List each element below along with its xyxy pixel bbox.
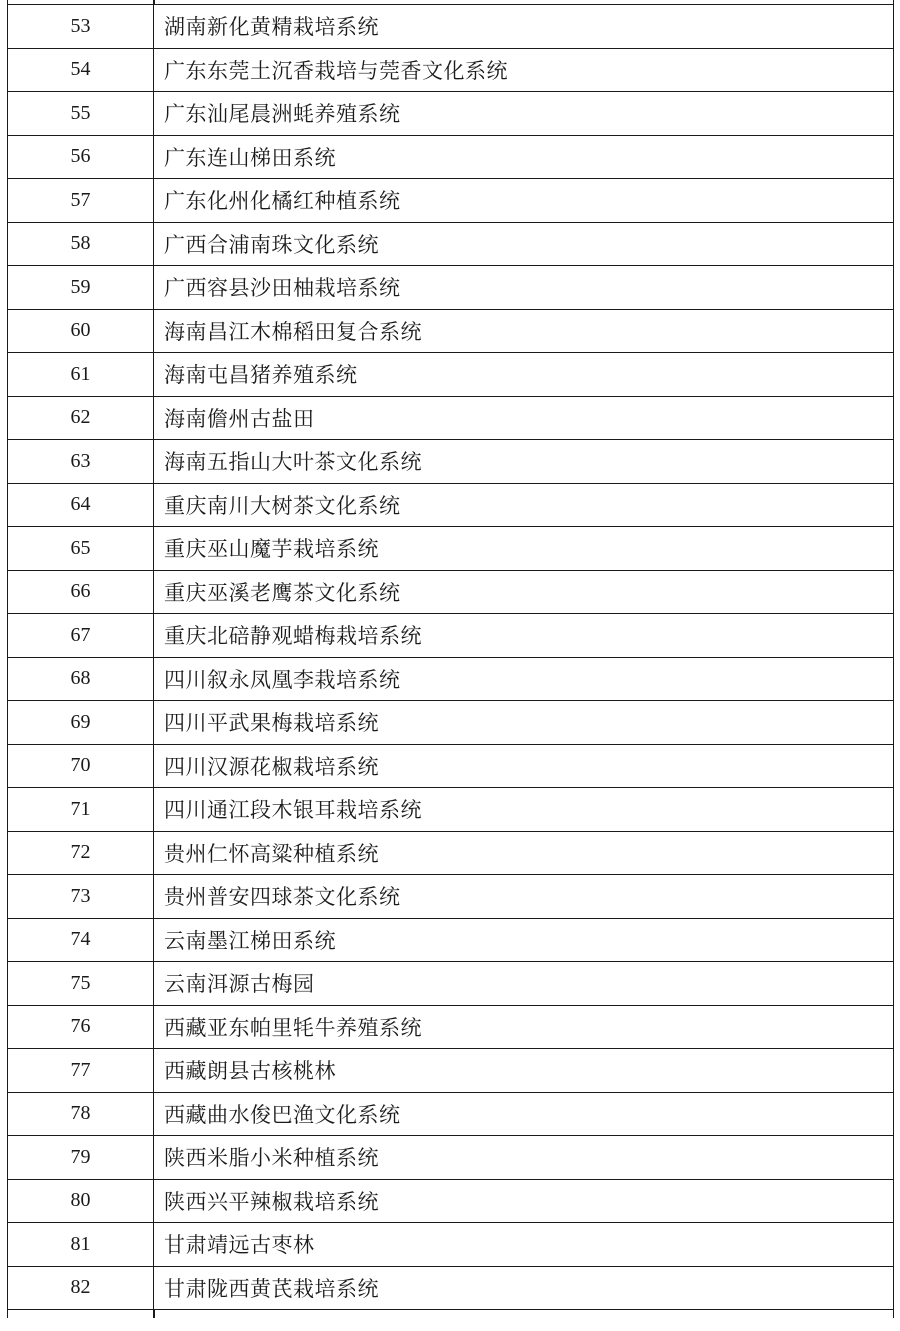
row-number: 62 [8, 396, 154, 440]
table-row [8, 222, 894, 266]
table-row [8, 918, 894, 962]
row-number: 65 [8, 527, 154, 571]
row-number: 53 [8, 5, 154, 49]
table-row [8, 440, 894, 484]
table-row [8, 1092, 894, 1136]
row-number: 59 [8, 266, 154, 310]
heritage-systems-table [7, 4, 894, 1310]
row-number: 67 [8, 614, 154, 658]
system-name: 云南洱源古梅园 [154, 962, 894, 1006]
table-row [8, 527, 894, 571]
table-row [8, 1049, 894, 1093]
table-row [8, 353, 894, 397]
row-number: 82 [8, 1266, 154, 1310]
system-name: 四川叙永凤凰李栽培系统 [154, 657, 894, 701]
system-name: 海南儋州古盐田 [154, 396, 894, 440]
system-name: 广东化州化橘红种植系统 [154, 179, 894, 223]
column-divider [153, 1310, 155, 1318]
system-name: 西藏亚东帕里牦牛养殖系统 [154, 1005, 894, 1049]
row-number: 70 [8, 744, 154, 788]
system-name: 海南五指山大叶茶文化系统 [154, 440, 894, 484]
row-number: 79 [8, 1136, 154, 1180]
system-name: 重庆巫溪老鹰茶文化系统 [154, 570, 894, 614]
system-name: 贵州仁怀高粱种植系统 [154, 831, 894, 875]
table-row [8, 962, 894, 1006]
row-number: 75 [8, 962, 154, 1006]
system-name: 甘肃陇西黄芪栽培系统 [154, 1266, 894, 1310]
table-row [8, 1005, 894, 1049]
row-number: 69 [8, 701, 154, 745]
row-number: 72 [8, 831, 154, 875]
table-row [8, 744, 894, 788]
row-number: 60 [8, 309, 154, 353]
table-row [8, 788, 894, 832]
system-name: 四川汉源花椒栽培系统 [154, 744, 894, 788]
table-row [8, 266, 894, 310]
system-name: 陕西兴平辣椒栽培系统 [154, 1179, 894, 1223]
table-row [8, 1136, 894, 1180]
table-row [8, 570, 894, 614]
row-number: 57 [8, 179, 154, 223]
system-name: 云南墨江梯田系统 [154, 918, 894, 962]
system-name: 海南昌江木棉稻田复合系统 [154, 309, 894, 353]
table-bottom-edge [7, 1310, 894, 1318]
system-name: 贵州普安四球茶文化系统 [154, 875, 894, 919]
row-number: 81 [8, 1223, 154, 1267]
row-number: 76 [8, 1005, 154, 1049]
table-row [8, 483, 894, 527]
system-name: 四川平武果梅栽培系统 [154, 701, 894, 745]
row-number: 73 [8, 875, 154, 919]
system-name: 重庆北碚静观蜡梅栽培系统 [154, 614, 894, 658]
row-number: 77 [8, 1049, 154, 1093]
system-name: 广东连山梯田系统 [154, 135, 894, 179]
system-name: 重庆巫山魔芋栽培系统 [154, 527, 894, 571]
table-row [8, 92, 894, 136]
heritage-table-wrap [7, 4, 894, 1310]
table-row [8, 396, 894, 440]
table-row [8, 1179, 894, 1223]
row-number: 71 [8, 788, 154, 832]
system-name: 西藏曲水俊巴渔文化系统 [154, 1092, 894, 1136]
table-row [8, 614, 894, 658]
system-name: 湖南新化黄精栽培系统 [154, 5, 894, 49]
table-row [8, 701, 894, 745]
row-number: 64 [8, 483, 154, 527]
row-number: 66 [8, 570, 154, 614]
system-name: 四川通江段木银耳栽培系统 [154, 788, 894, 832]
table-row [8, 1266, 894, 1310]
table-body [8, 5, 894, 1310]
system-name: 广东汕尾晨洲蚝养殖系统 [154, 92, 894, 136]
system-name: 甘肃靖远古枣林 [154, 1223, 894, 1267]
system-name: 重庆南川大树茶文化系统 [154, 483, 894, 527]
system-name: 广东东莞土沉香栽培与莞香文化系统 [154, 48, 894, 92]
table-row [8, 179, 894, 223]
table-row [8, 1223, 894, 1267]
system-name: 海南屯昌猪养殖系统 [154, 353, 894, 397]
system-name: 陕西米脂小米种植系统 [154, 1136, 894, 1180]
table-row [8, 48, 894, 92]
row-number: 74 [8, 918, 154, 962]
table-row [8, 875, 894, 919]
system-name: 西藏朗县古核桃林 [154, 1049, 894, 1093]
row-number: 78 [8, 1092, 154, 1136]
table-row [8, 5, 894, 49]
row-number: 56 [8, 135, 154, 179]
system-name: 广西容县沙田柚栽培系统 [154, 266, 894, 310]
table-row [8, 309, 894, 353]
row-number: 55 [8, 92, 154, 136]
table-row [8, 135, 894, 179]
row-number: 68 [8, 657, 154, 701]
row-number: 54 [8, 48, 154, 92]
row-number: 58 [8, 222, 154, 266]
table-row [8, 831, 894, 875]
table-row [8, 657, 894, 701]
row-number: 61 [8, 353, 154, 397]
system-name: 广西合浦南珠文化系统 [154, 222, 894, 266]
row-number: 80 [8, 1179, 154, 1223]
row-number: 63 [8, 440, 154, 484]
